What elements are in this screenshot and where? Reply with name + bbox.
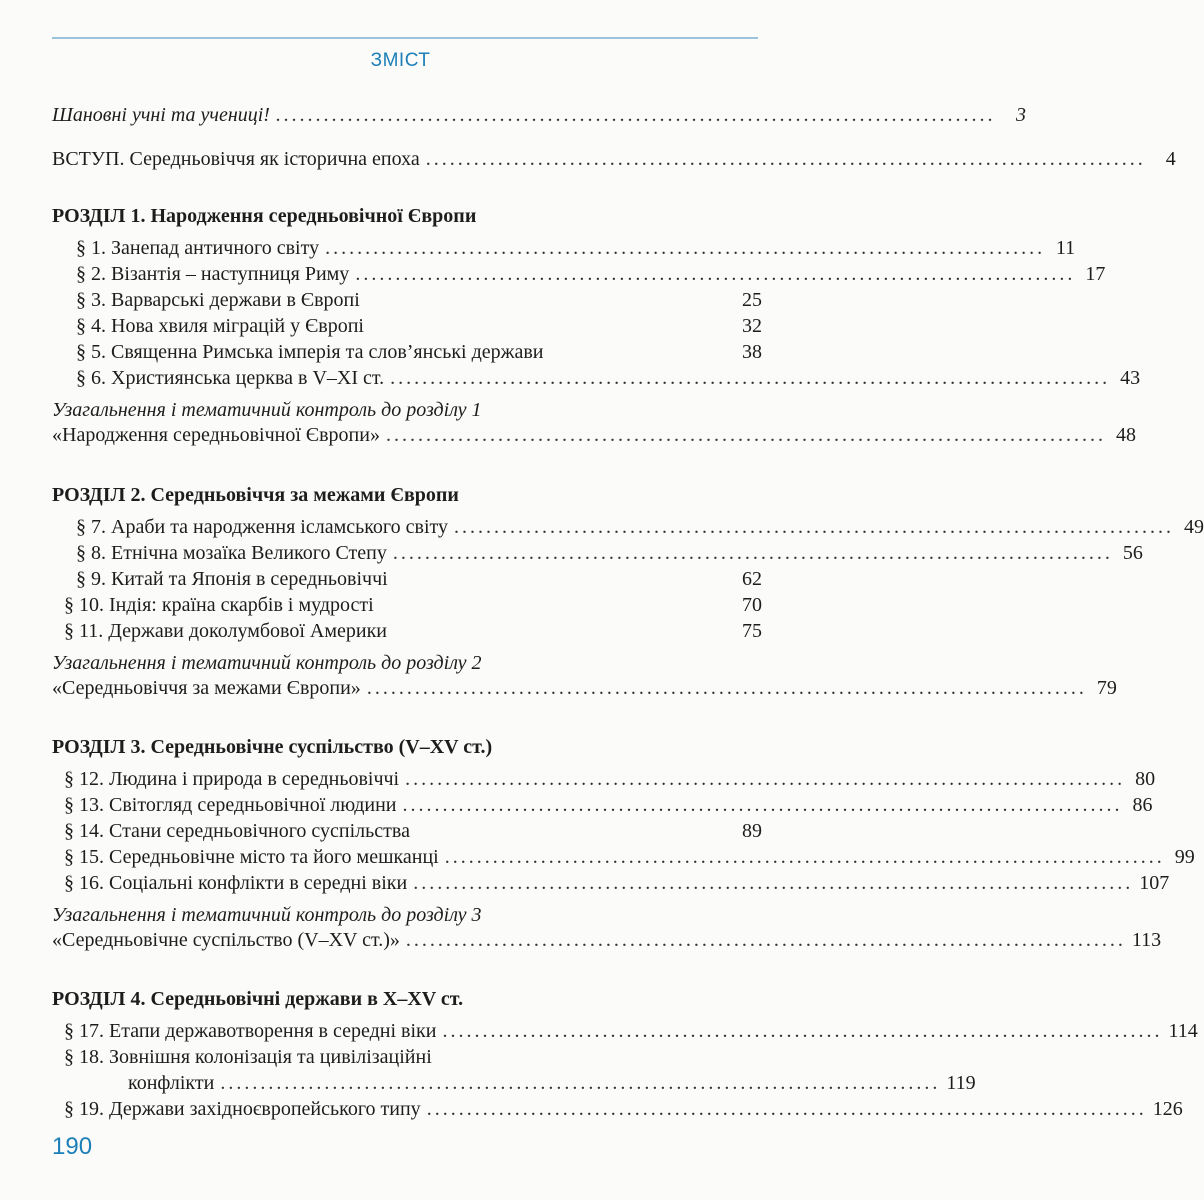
dot-leader: .......................................................................................... bbox=[385, 424, 1106, 446]
section-heading: РОЗДІЛ 2. Середньовіччя за межами Європи bbox=[52, 484, 459, 506]
toc-entry[interactable] bbox=[64, 870, 1170, 896]
toc-entry[interactable] bbox=[52, 927, 1162, 953]
toc-entry[interactable] bbox=[64, 592, 762, 618]
toc-entry-page: 79 bbox=[1096, 677, 1117, 699]
dot-leader: .......................................................................................... bbox=[390, 367, 1111, 389]
toc-entry-page: 99 bbox=[1174, 846, 1195, 868]
dot-leader: .......................................................................................... bbox=[426, 1098, 1147, 1120]
toc-entry-text: § 16. Соціальні конфлікти в середні віки bbox=[64, 872, 408, 894]
toc-entry[interactable] bbox=[52, 146, 1176, 172]
toc-entry-page: 80 bbox=[1135, 768, 1156, 790]
toc-entry[interactable] bbox=[76, 339, 762, 365]
toc-entry[interactable] bbox=[76, 514, 1204, 540]
toc-entry-page: 62 bbox=[742, 568, 762, 590]
toc-entry-page: 114 bbox=[1168, 1020, 1198, 1042]
toc-entry[interactable] bbox=[76, 566, 762, 592]
dot-leader: .......................................................................................... bbox=[366, 677, 1087, 699]
toc-entry-text: § 10. Індія: країна скарбів і мудрості bbox=[64, 594, 374, 616]
toc-entry-text: ВСТУП. Середньовіччя як історична епоха bbox=[52, 148, 420, 170]
toc-entry-page: 107 bbox=[1139, 872, 1170, 894]
dot-leader: .......................................................................................... bbox=[220, 1072, 941, 1094]
toc-entry-page: 75 bbox=[742, 620, 762, 642]
dot-leader: .......................................................................................... bbox=[405, 768, 1126, 790]
dot-leader: .......................................................................................... bbox=[275, 104, 996, 126]
toc-entry-page: 49 bbox=[1183, 516, 1204, 538]
toc-entry-text: § 7. Араби та народження ісламського світу bbox=[76, 516, 448, 538]
toc-entry-page: 113 bbox=[1131, 929, 1162, 951]
toc-entry-text: Шановні учні та учениці! bbox=[52, 104, 270, 126]
dot-leader: .......................................................................................... bbox=[392, 542, 1113, 564]
toc-entry-page: 17 bbox=[1085, 263, 1106, 285]
toc-entry-page: 3 bbox=[1015, 104, 1026, 126]
toc-entry[interactable] bbox=[64, 1018, 1198, 1044]
toc-entry-page: 56 bbox=[1122, 542, 1143, 564]
toc-entry-page: 48 bbox=[1115, 424, 1136, 446]
toc-entry-text: § 4. Нова хвиля міграцій у Європі bbox=[76, 315, 364, 337]
toc-entry-text: § 2. Візантія – наступниця Риму bbox=[76, 263, 350, 285]
toc-entry-text: «Народження середньовічної Європи» bbox=[52, 424, 380, 446]
toc-entry-text: § 1. Занепад античного світу bbox=[76, 237, 320, 259]
section-heading: РОЗДІЛ 4. Середньовічні держави в X–XV ст. bbox=[52, 988, 464, 1010]
summary-line: Узагальнення і тематичний контроль до розділу 2 bbox=[52, 652, 482, 674]
section-heading: РОЗДІЛ 3. Середньовічне суспільство (V–XV ст.) bbox=[52, 736, 493, 758]
toc-entry-text: «Середньовічне суспільство (V–XV ст.)» bbox=[52, 929, 400, 951]
toc-entry-page: 86 bbox=[1132, 794, 1153, 816]
toc-entry-page: 70 bbox=[742, 594, 762, 616]
dot-leader: .......................................................................................... bbox=[402, 794, 1123, 816]
dot-leader: .......................................................................................... bbox=[325, 237, 1046, 259]
toc-entry[interactable] bbox=[52, 422, 1136, 448]
toc-entry-text: § 6. Християнська церква в V–XI ст. bbox=[76, 367, 385, 389]
dot-leader: .......................................................................................... bbox=[425, 148, 1146, 170]
toc-entry-text: § 5. Священна Римська імперія та слов’янські держави bbox=[76, 341, 544, 363]
toc-entry[interactable] bbox=[52, 102, 1026, 128]
toc-entry[interactable] bbox=[52, 675, 1117, 701]
top-rule bbox=[52, 37, 758, 39]
toc-entry[interactable] bbox=[64, 844, 1195, 870]
toc-entry[interactable] bbox=[76, 235, 1076, 261]
toc-entry[interactable] bbox=[128, 1070, 976, 1096]
dot-leader: .......................................................................................... bbox=[453, 516, 1174, 538]
toc-entry-page: 32 bbox=[742, 315, 762, 337]
toc-entry-text: § 17. Етапи державотворення в середні віки bbox=[64, 1020, 437, 1042]
toc-entry[interactable] bbox=[64, 618, 762, 644]
toc-entry-text: § 14. Стани середньовічного суспільства bbox=[64, 820, 410, 842]
toc-entry-text: «Середньовіччя за межами Європи» bbox=[52, 677, 361, 699]
dot-leader: .......................................................................................... bbox=[355, 263, 1076, 285]
toc-entry-text[interactable]: § 18. Зовнішня колонізація та цивілізаційні bbox=[64, 1046, 432, 1068]
toc-entry-page: 43 bbox=[1120, 367, 1141, 389]
toc-entry[interactable] bbox=[76, 540, 1143, 566]
toc-entry-page: 4 bbox=[1165, 148, 1176, 170]
page-title: ЗМІСТ bbox=[370, 50, 431, 71]
dot-leader: .......................................................................................... bbox=[444, 846, 1165, 868]
toc-entry-text: § 3. Варварські держави в Європі bbox=[76, 289, 360, 311]
toc-entry[interactable] bbox=[76, 365, 1141, 391]
toc-entry[interactable] bbox=[64, 766, 1156, 792]
toc-entry-text: § 15. Середньовічне місто та його мешканці bbox=[64, 846, 439, 868]
toc-entry-text: § 9. Китай та Японія в середньовіччі bbox=[76, 568, 388, 590]
toc-entry-page: 89 bbox=[742, 820, 762, 842]
summary-line: Узагальнення і тематичний контроль до розділу 3 bbox=[52, 904, 482, 926]
summary-line: Узагальнення і тематичний контроль до розділу 1 bbox=[52, 399, 482, 421]
toc-entry-page: 38 bbox=[742, 341, 762, 363]
toc-entry-text: § 12. Людина і природа в середньовіччі bbox=[64, 768, 400, 790]
toc-entry[interactable] bbox=[76, 287, 762, 313]
toc-entry-page: 25 bbox=[742, 289, 762, 311]
toc-entry-page: 119 bbox=[946, 1072, 976, 1094]
section-heading: РОЗДІЛ 1. Народження середньовічної Європи bbox=[52, 205, 477, 227]
toc-entry[interactable] bbox=[76, 313, 762, 339]
toc-entry-page: 126 bbox=[1152, 1098, 1183, 1120]
toc-entry[interactable] bbox=[76, 261, 1106, 287]
page-number: 190 bbox=[52, 1133, 93, 1160]
dot-leader: .......................................................................................... bbox=[413, 872, 1134, 894]
toc-entry[interactable] bbox=[64, 1096, 1183, 1122]
toc-entry-text: конфлікти bbox=[128, 1072, 215, 1094]
toc-entry-text: § 19. Держави західноєвропейського типу bbox=[64, 1098, 421, 1120]
toc-entry[interactable] bbox=[64, 818, 762, 844]
dot-leader: .......................................................................................... bbox=[442, 1020, 1163, 1042]
toc-entry-text: § 8. Етнічна мозаїка Великого Степу bbox=[76, 542, 387, 564]
toc-entry-text: § 13. Світогляд середньовічної людини bbox=[64, 794, 397, 816]
dot-leader: .......................................................................................... bbox=[405, 929, 1126, 951]
toc-entry-page: 11 bbox=[1055, 237, 1076, 259]
toc-entry-text: § 11. Держави доколумбової Америки bbox=[64, 620, 387, 642]
toc-entry[interactable] bbox=[64, 792, 1153, 818]
